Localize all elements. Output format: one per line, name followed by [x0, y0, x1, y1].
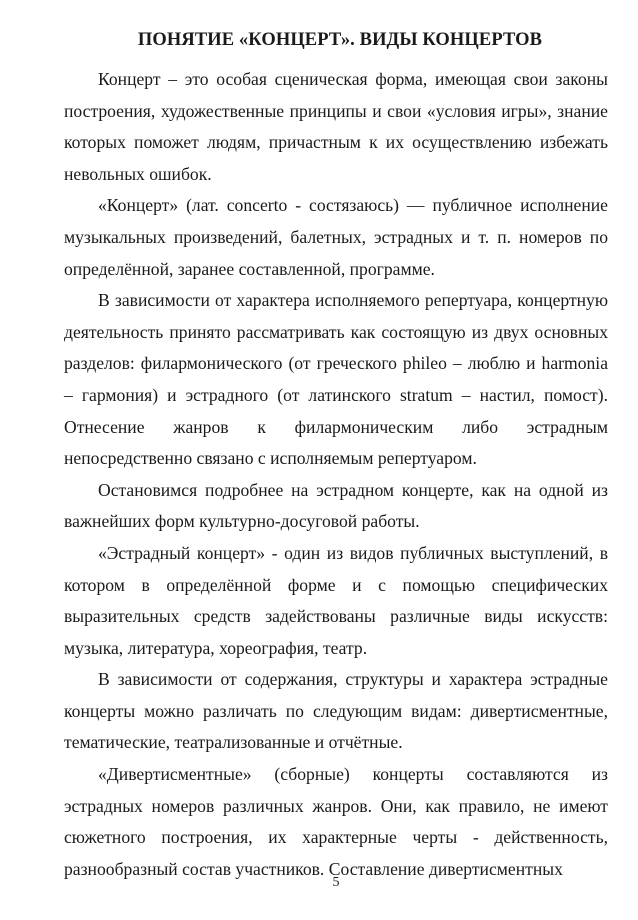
paragraph-concert-definition: Концерт – это особая сценическая форма, имеющая свои законы построения, художественные принципы и свои «условия игры», знание которых поможет людям, причастным к их осуществлению избежать невольных ошибок. [64, 69, 608, 184]
paragraph-estrada-focus: Остановимся подробнее на эстрадном концерте, как на одной из важнейших форм культурно-досуговой работы. [64, 479, 608, 532]
paragraph-concert-sections: В зависимости от характера исполняемого репертуара, концертную деятельность принято рассматривать как состоящую из двух основных разделов: филармонического (от греческого phileo – люблю и harmonia – гармония) и эстрадного (от латинского stratum – настил, помост). Отнесение жанров к филармоническим либо эстрадным непосредственно связано с исполняемым репертуаром. [64, 290, 608, 469]
page-number: 5 [332, 875, 340, 890]
paragraph-divertissement: «Дивертисментные» (сборные) концерты составляются из эстрадных номеров различных жанров. Они, как правило, не имеют сюжетного построения, их характерные черты - действенность, разнообразный состав участников. Составление дивертисментных [64, 764, 608, 879]
page-title: ПОНЯТИЕ «КОНЦЕРТ». ВИДЫ КОНЦЕРТОВ [137, 30, 543, 50]
paragraph-estrada-definition: «Эстрадный концерт» - один из видов публичных выступлений, в котором в определённой форме и с помощью специфических выразительных средств задействованы различные виды искусств: музыка, литература, хореография, театр. [64, 542, 608, 658]
paragraph-concert-etymology: «Концерт» (лат. concerto - состязаюсь) — публичное исполнение музыкальных произведений, балетных, эстрадных и т. п. номеров по определённой, заранее составленной, программе. [64, 195, 608, 279]
paragraph-concert-types: В зависимости от содержания, структуры и характера эстрадные концерты можно различать по следующим видам: дивертисментные, тематические, театрализованные и отчётные. [64, 669, 608, 753]
